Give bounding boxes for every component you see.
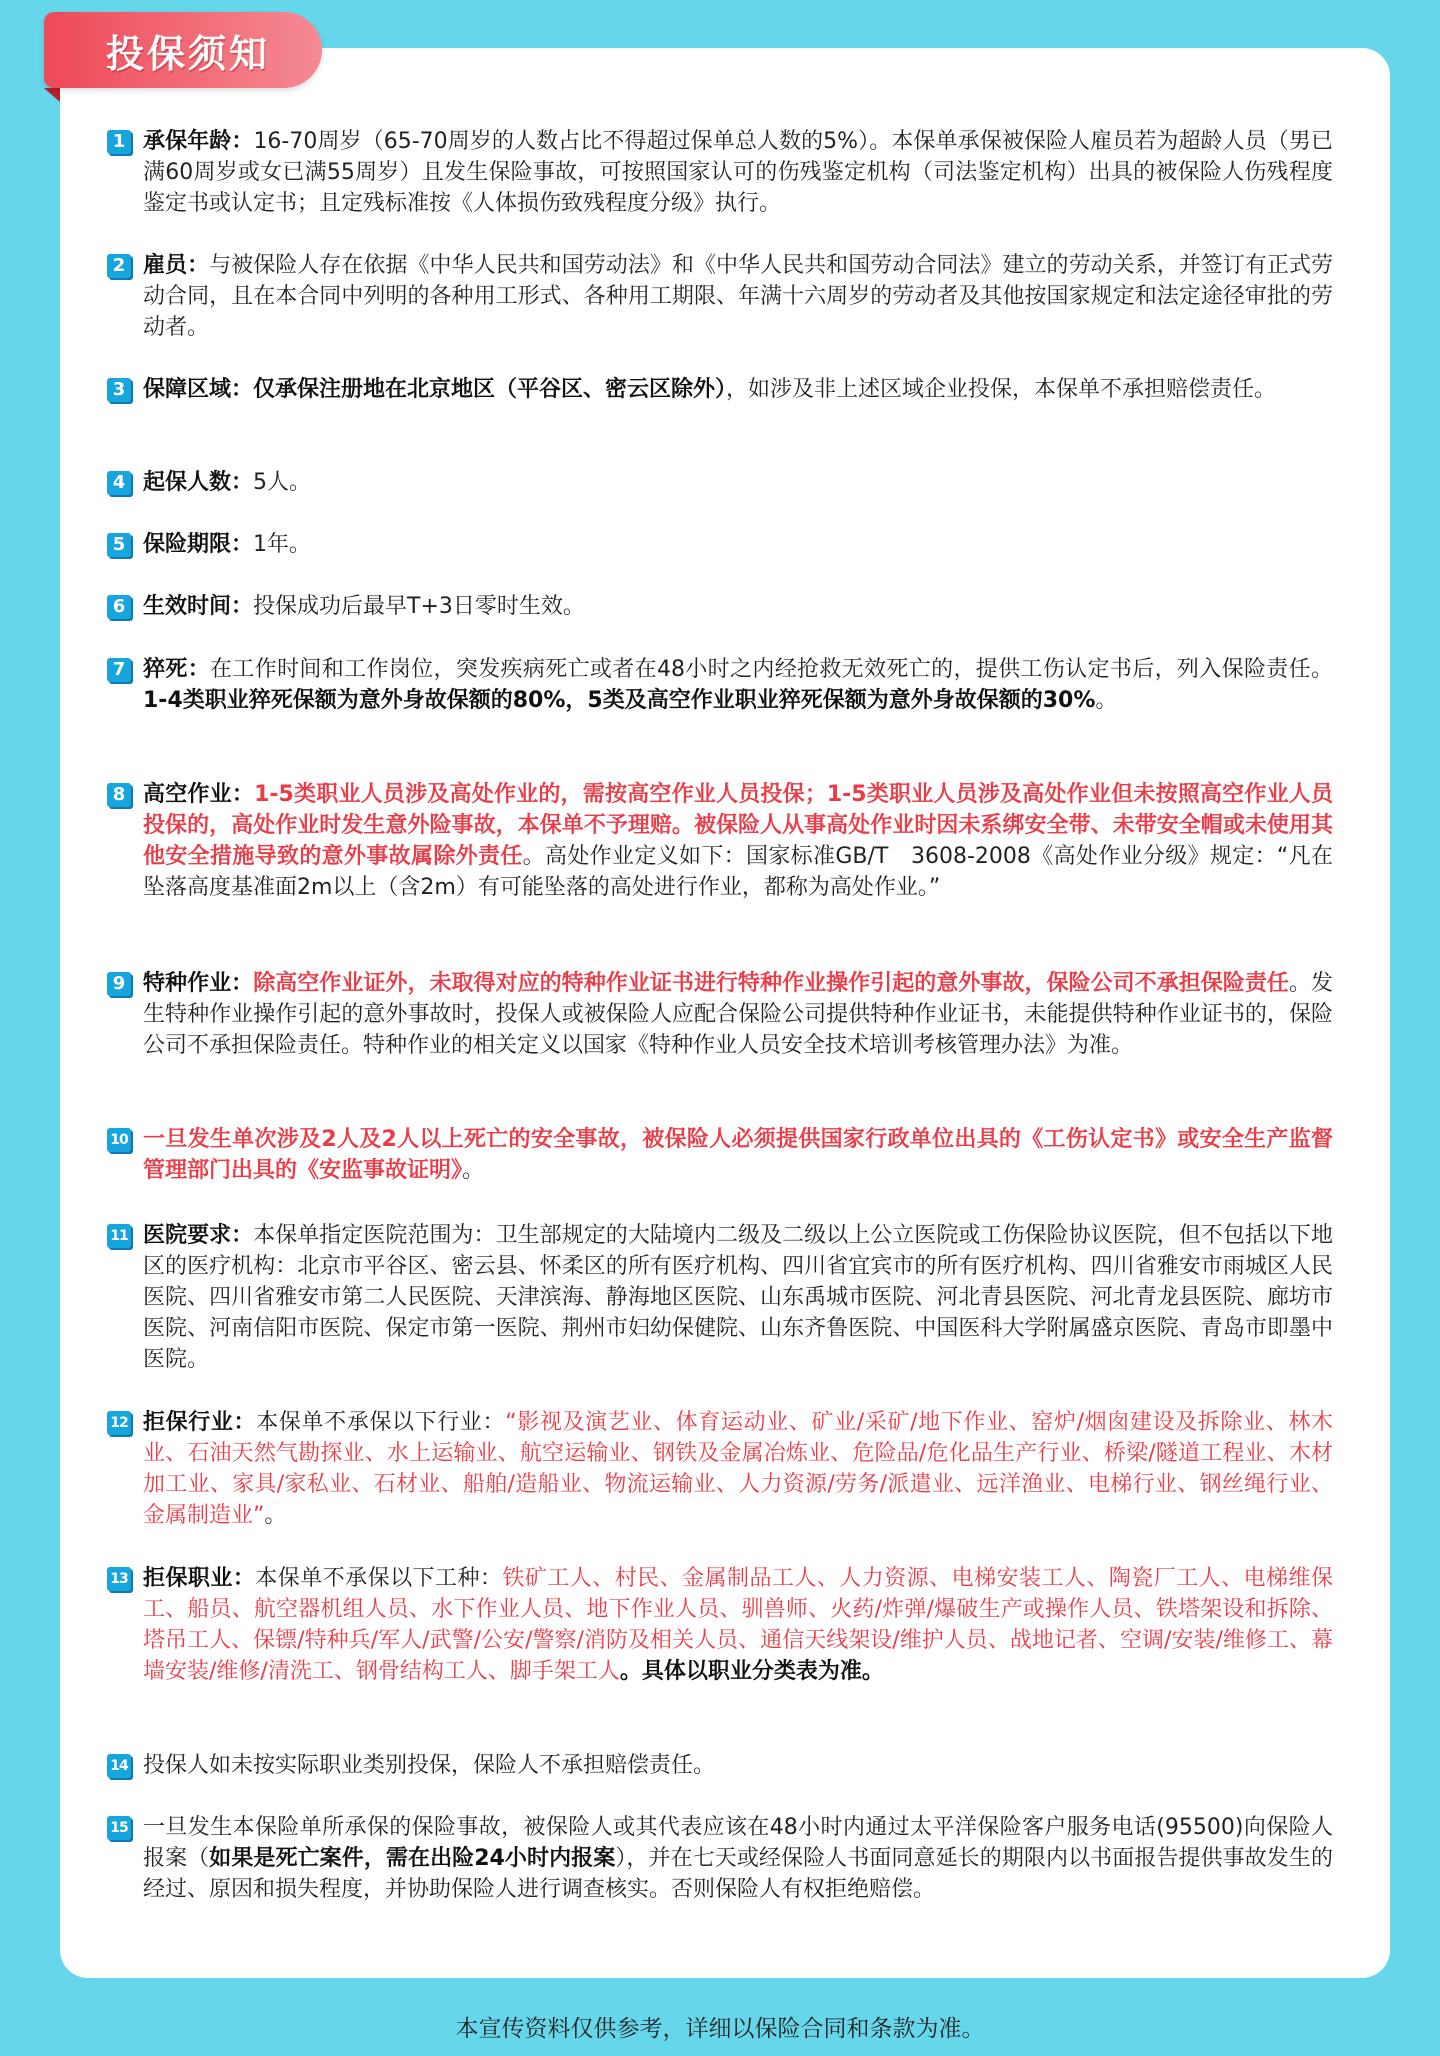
item-label: 特种作业：: [143, 971, 254, 996]
item-label: 拒保行业：: [143, 1410, 257, 1435]
notice-item-8: [107, 779, 1337, 903]
item-bold-text: 如果是死亡案件，需在出险24小时内报案: [209, 1846, 616, 1871]
notice-item-14: [107, 1750, 1337, 1781]
item-number-badge: 5: [107, 533, 131, 557]
item-text: 与被保险人存在依据《中华人民共和国劳动法》和《中华人民共和国劳动合同法》建立的劳动关系，并签订有正式劳动合同，且在本合同中列明的各种用工形式、各种用工期限、年满十六周岁的劳动者及其他按国家规定和法定途径审批的劳动者。: [143, 253, 1333, 340]
notice-item-3: [107, 374, 1337, 405]
notice-item-15: [107, 1812, 1337, 1905]
item-number-badge: 2: [107, 254, 131, 278]
item-tail: 。: [264, 1503, 287, 1528]
notice-item-12: [107, 1407, 1337, 1531]
item-number-badge: 8: [107, 783, 131, 807]
item-text: 一旦发生本保险单所承保的保险事故，被保险人或其代表应该在48小时内通过太平洋保险客户服务电话(95500)向保险人报案（: [143, 1815, 1333, 1871]
page-title: 投保须知: [106, 31, 271, 76]
item-text: 本保单不承保以下工种：: [255, 1566, 503, 1591]
item-number-badge: 9: [107, 972, 131, 996]
item-text: 5人。: [253, 470, 312, 495]
item-red-text: 一旦发生单次涉及2人及2人以上死亡的安全事故，被保险人必须提供国家行政单位出具的《工伤认定书》或安全生产监督管理部门出具的《安监事故证明》: [143, 1127, 1333, 1183]
item-red-text: “影视及演艺业、体育运动业、矿业/采矿/地下作业、窑炉/烟囱建设及拆除业、林木业、石油天然气勘探业、水上运输业、航空运输业、钢铁及金属冶炼业、危险品/危化品生产行业、桥梁/隧道工程业、木材加工业、家具/家私业、石材业、船舶/造船业、物流运输业、人力资源/劳务/派遣业、远洋渔业、电梯行业、钢丝绳行业、金属制造业”: [143, 1410, 1333, 1528]
notice-item-4: [107, 467, 1337, 498]
item-label: 生效时间：: [143, 594, 254, 619]
notice-item-1: [107, 126, 1337, 219]
notice-item-11: [107, 1220, 1337, 1375]
item-text: 在工作时间和工作岗位，突发疾病死亡或者在48小时之内经抢救无效死亡的，提供工伤认定书后，列入保险责任。: [210, 657, 1333, 682]
item-number-badge: 7: [107, 658, 131, 682]
notice-item-7: [107, 654, 1337, 716]
item-text: 16-70周岁（65-70周岁的人数占比不得超过保单总人数的5%）。本保单承保被保险人雇员若为超龄人员（男已满60周岁或女已满55周岁）且发生保险事故，可按照国家认可的伤残鉴定机构（司法鉴定机构）出具的被保险人伤残程度鉴定书或认定书；且定残标准按《人体损伤致残程度分级》执行。: [143, 129, 1333, 216]
header-ribbon: [44, 12, 322, 88]
item-number-badge: 15: [107, 1816, 131, 1840]
item-number-badge: 13: [107, 1567, 131, 1591]
item-bold-text: 。具体以职业分类表为准。: [619, 1659, 884, 1684]
item-number-badge: 10: [107, 1128, 131, 1152]
notice-item-13: [107, 1563, 1337, 1687]
item-number-badge: 3: [107, 378, 131, 402]
item-label: 雇员：: [143, 253, 210, 278]
item-number-badge: 1: [107, 130, 131, 154]
item-number-badge: 11: [107, 1224, 131, 1248]
item-label: 起保人数：: [143, 470, 254, 495]
item-text: 。发生特种作业操作引起的意外事故时，投保人或被保险人应配合保险公司提供特种作业证书，未能提供特种作业证书的，保险公司不承担保险责任。特种作业的相关定义以国家《特种作业人员安全技术培训考核管理办法》为准。: [143, 971, 1333, 1058]
item-text: 投保成功后最早T+3日零时生效。: [253, 594, 585, 619]
notice-item-5: [107, 529, 1337, 560]
item-label: 承保年龄：: [143, 129, 254, 154]
item-text: 。高处作业定义如下：国家标准GB/T 3608-2008《高处作业分级》规定：“凡在坠落高度基准面2m以上（含2m）有可能坠落的高处进行作业，都称为高处作业。”: [143, 844, 1333, 900]
notice-item-2: [107, 250, 1337, 343]
item-number-badge: 4: [107, 471, 131, 495]
item-label: 医院要求：: [143, 1223, 254, 1248]
item-text: ，如涉及非上述区域企业投保，本保单不承担赔偿责任。: [726, 377, 1277, 402]
item-tail: ），并在七天或经保险人书面同意延长的期限内以书面报告提供事故发生的经过、原因和损失程度，并协助保险人进行调查核实。否则保险人有权拒绝赔偿。: [143, 1846, 1333, 1902]
item-number-badge: 14: [107, 1754, 131, 1778]
item-number-badge: 12: [107, 1411, 131, 1435]
item-red-text: 铁矿工人、村民、金属制品工人、人力资源、电梯安装工人、陶瓷厂工人、电梯维保工、船员、航空器机组人员、水下作业人员、地下作业人员、驯兽师、火药/炸弹/爆破生产或操作人员、铁塔架设和拆除、塔吊工人、保镖/特种兵/军人/武警/公安/警察/消防及相关人员、通信天线架设/维护人员、战地记者、空调/安装/维修工、幕墙安装/维修/清洗工、钢骨结构工人、脚手架工人: [143, 1566, 1333, 1684]
header-ribbon-fold: [44, 88, 60, 102]
notice-item-6: [107, 591, 1337, 622]
notice-item-10: [107, 1124, 1337, 1186]
item-text: 1年。: [253, 532, 312, 557]
item-bold-text: 仅承保注册地在北京地区（平谷区、密云区除外）: [253, 377, 727, 402]
item-number-badge: 6: [107, 595, 131, 619]
item-label: 高空作业：: [143, 782, 255, 807]
item-tail: 。: [1095, 688, 1118, 713]
item-label: 猝死：: [143, 657, 211, 682]
item-red-text: 1-5类职业人员涉及高处作业的，需按高空作业人员投保；1-5类职业人员涉及高处作业但未按照高空作业人员投保的，高处作业时发生意外险事故，本保单不予理赔。被保险人从事高处作业时因未系绑安全带、未带安全帽或未使用其他安全措施导致的意外事故属除外责任: [143, 782, 1333, 869]
footer-disclaimer: 本宣传资料仅供参考，详细以保险合同和条款为准。: [455, 2016, 985, 2042]
item-red-text: 除高空作业证外，未取得对应的特种作业证书进行特种作业操作引起的意外事故，保险公司不承担保险责任: [253, 971, 1289, 996]
notice-item-9: [107, 968, 1337, 1061]
item-label: 保险期限：: [143, 532, 254, 557]
item-text: 。: [462, 1158, 485, 1183]
item-label: 拒保职业：: [143, 1566, 256, 1591]
item-text: 投保人如未按实际职业类别投保，保险人不承担赔偿责任。: [143, 1753, 716, 1778]
item-text: 本保单不承保以下行业：: [256, 1410, 506, 1435]
item-text: 本保单指定医院范围为：卫生部规定的大陆境内二级及二级以上公立医院或工伤保险协议医院，但不包括以下地区的医疗机构：北京市平谷区、密云县、怀柔区的所有医疗机构、四川省宜宾市的所有医疗机构、四川省雅安市雨城区人民医院、四川省雅安市第二人民医院、天津滨海、静海地区医院、山东禹城市医院、河北青县医院、河北青龙县医院、廊坊市医院、河南信阳市医院、保定市第一医院、荆州市妇幼保健院、山东齐鲁医院、中国医科大学附属盛京医院、青岛市即墨中医院。: [143, 1223, 1333, 1372]
item-bold-text: 1-4类职业猝死保额为意外身故保额的80%，5类及高空作业职业猝死保额为意外身故保额的30%: [143, 688, 1096, 713]
item-label: 保障区域：: [143, 377, 254, 402]
